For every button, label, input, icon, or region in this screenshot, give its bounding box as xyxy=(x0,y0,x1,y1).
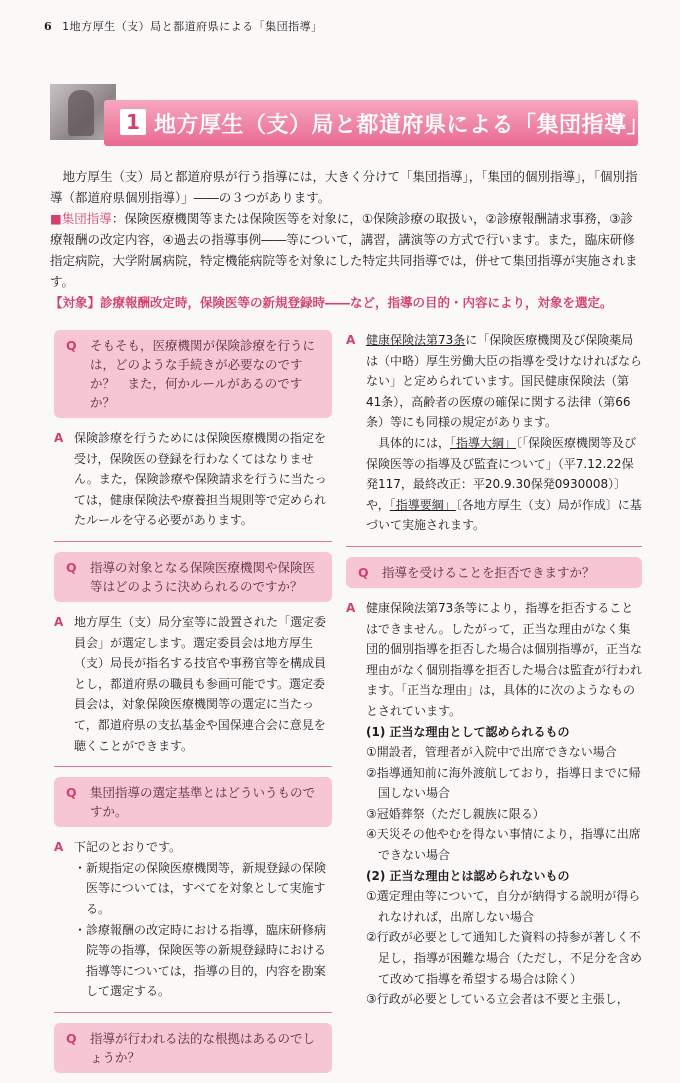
question-box: Q 指導の対象となる保険医療機関や保険医等はどのように決められるのですか？ xyxy=(54,552,332,602)
group-guidance-paragraph xyxy=(50,208,640,292)
subheading: (2) 正当な理由とは認められないもの xyxy=(366,868,570,883)
answer: A 下記のとおりです。 ・新規指定の保険医療機関等，新規登録の保険医等については，すべてを対象として実施する。 ・診療報酬の改定時における指導，臨床研修病院等の指導，保険医等の新規登録時における指導等については，指導の目的，内容を勘案して選定する。 xyxy=(54,837,332,1002)
question-box: Q 集団指導の選定基準とはどういうものですか。 xyxy=(54,777,332,827)
divider xyxy=(346,546,642,547)
bullet-item: ・診療報酬の改定時における指導，臨床研修病院等の指導，保険医等の新規登録時における指導等については，指導の目的，内容を勘案して選定する。 xyxy=(74,922,327,999)
page-number: 6 xyxy=(44,20,53,33)
list-item: ④天災その他やむを得ない事情により，指導に出席できない場合 xyxy=(366,827,641,863)
section-banner xyxy=(104,100,650,146)
bullet-item: ・新規指定の保険医療機関等，新規登録の保険医等については，すべてを対象として実施する。 xyxy=(74,860,327,916)
subheading: (1) 正当な理由として認められるもの xyxy=(366,724,570,739)
right-column xyxy=(346,330,642,1010)
divider xyxy=(54,1012,332,1013)
running-title: 1地方厚生（支）局と都道府県による「集団指導」 xyxy=(62,20,323,33)
answer: A 保険診療を行うためには保険医療機関の指定を受け，保険医の登録を行わなくてはなりません。また，保険診療や保険請求を行うに当たっては，健康保険法や療養担当規則等で定められたルールを守る必要があります。 xyxy=(54,431,327,528)
target-line: 【対象】診療報酬改定時，保険医等の新規登録時――など，指導の目的・内容により，対象を選定。 xyxy=(50,295,613,310)
running-header xyxy=(44,18,323,34)
section-number: 1 xyxy=(120,109,146,135)
list-item: ①選定理由等について，自分が納得する説明が得られなければ，出席しない場合 xyxy=(366,889,641,924)
section-title: 地方厚生（支）局と都道府県による「集団指導」 xyxy=(154,113,650,138)
question-box: Q そもそも，医療機関が保険診療を行うには，どのような手続きが必要なのですか？ また，何かルールがあるのですか？ xyxy=(54,330,332,418)
list-item: ③冠婚葬祭（ただし親族に限る） xyxy=(366,806,545,821)
list-item: ②指導通知前に海外渡航しており，指導日までに帰国しない場合 xyxy=(366,765,641,801)
question-box: Q 指導が行われる法的な根拠はあるのでしょうか？ xyxy=(54,1023,332,1073)
group-guidance-label: ■集団指導 xyxy=(50,211,112,226)
answer: A 地方厚生（支）局分室等に設置された「選定委員会」が選定します。選定委員会は地方厚生（支）局長が指名する技官や事務官等を構成員とし，都道府県の職員も参画可能です。選定委員会は，対象保険医療機関等の選定に当たって，都道府県の支払基金や国保連合会に意見を聴くことができます。 xyxy=(54,614,327,753)
list-item: ①開設者，管理者が入院中で出席できない場合 xyxy=(366,745,617,760)
intro-section xyxy=(50,166,640,313)
list-item: ②行政が必要として通知した資料の持参が著しく不足し，指導が困難な場合（ただし，不足分を含めて改めて指導を希望する場合は除く） xyxy=(366,930,643,986)
question-box: Q 指導を受けることを拒否できますか？ xyxy=(346,557,642,588)
list-item: ③行政が必要としている立会者は不要と主張し， xyxy=(366,992,629,1007)
group-guidance-text: ：保険医療機関等または保険医等を対象に，①保険診療の取扱い，②診療報酬請求事務，③診療報酬の改定内容，④過去の指導事例――等について，講習，講演等の方式で行います。また，臨床研修指定病院，大学附属病院，特定機能病院等を対象にした特定共同指導では，併せて集団指導が実施されます。 xyxy=(50,211,638,289)
answer: A 健康保険法第73条に「保険医療機関及び保険薬局は（中略）厚生労働大臣の指導を受けなければならない」と定められています。国民健康保険法（第41条），高齢者の医療の確保に関する法律（第66条）等にも同様の規定があります。 具体的には，「指導大綱」〔「保険医療機関等及び保険医等の指導及び監査について」（平7.12.22保発117，最終改正：平20.9.30保発0930008）〕や，「指導要綱」〔各地方厚生（支）局が作成〕に基づいて実施されます。 xyxy=(346,333,643,533)
divider xyxy=(54,766,332,767)
left-column xyxy=(54,330,332,1083)
answer: A 健康保険法第73条等により，指導を拒否することはできません。したがって，正当な理由がなく集団的個別指導を拒否した場合は個別指導が，正当な理由がなく個別指導を拒否した場合は監査が行われます。「正当な理由」は，具体的に次のようなものとされています。 (1) 正当な理由として認められるもの ①開設者，管理者が入院中で出席できない場合 ②指導通知前に海外渡航しており，指導日までに帰国しない場合 ③冠婚葬祭（ただし親族に限る） ④天災その他やむを得ない事情により，指導に出席できない場合 (2) 正当な理由とは認められないもの ①選定理由等について，自分が納得する説明が得られなければ，出席しない場合 ②行政が必要として通知した資料の持参が著しく不足し，指導が困難な場合（ただし，不足分を含めて改めて指導を希望する場合は除く） ③行政が必要としている立会者は不要と主張し， xyxy=(346,598,642,1010)
divider xyxy=(54,541,332,542)
intro-paragraph: 地方厚生（支）局と都道府県が行う指導には，大きく分けて「集団指導」，「集団的個別指導」，「個別指導（都道府県個別指導）」――の３つがあります。 xyxy=(50,169,638,205)
